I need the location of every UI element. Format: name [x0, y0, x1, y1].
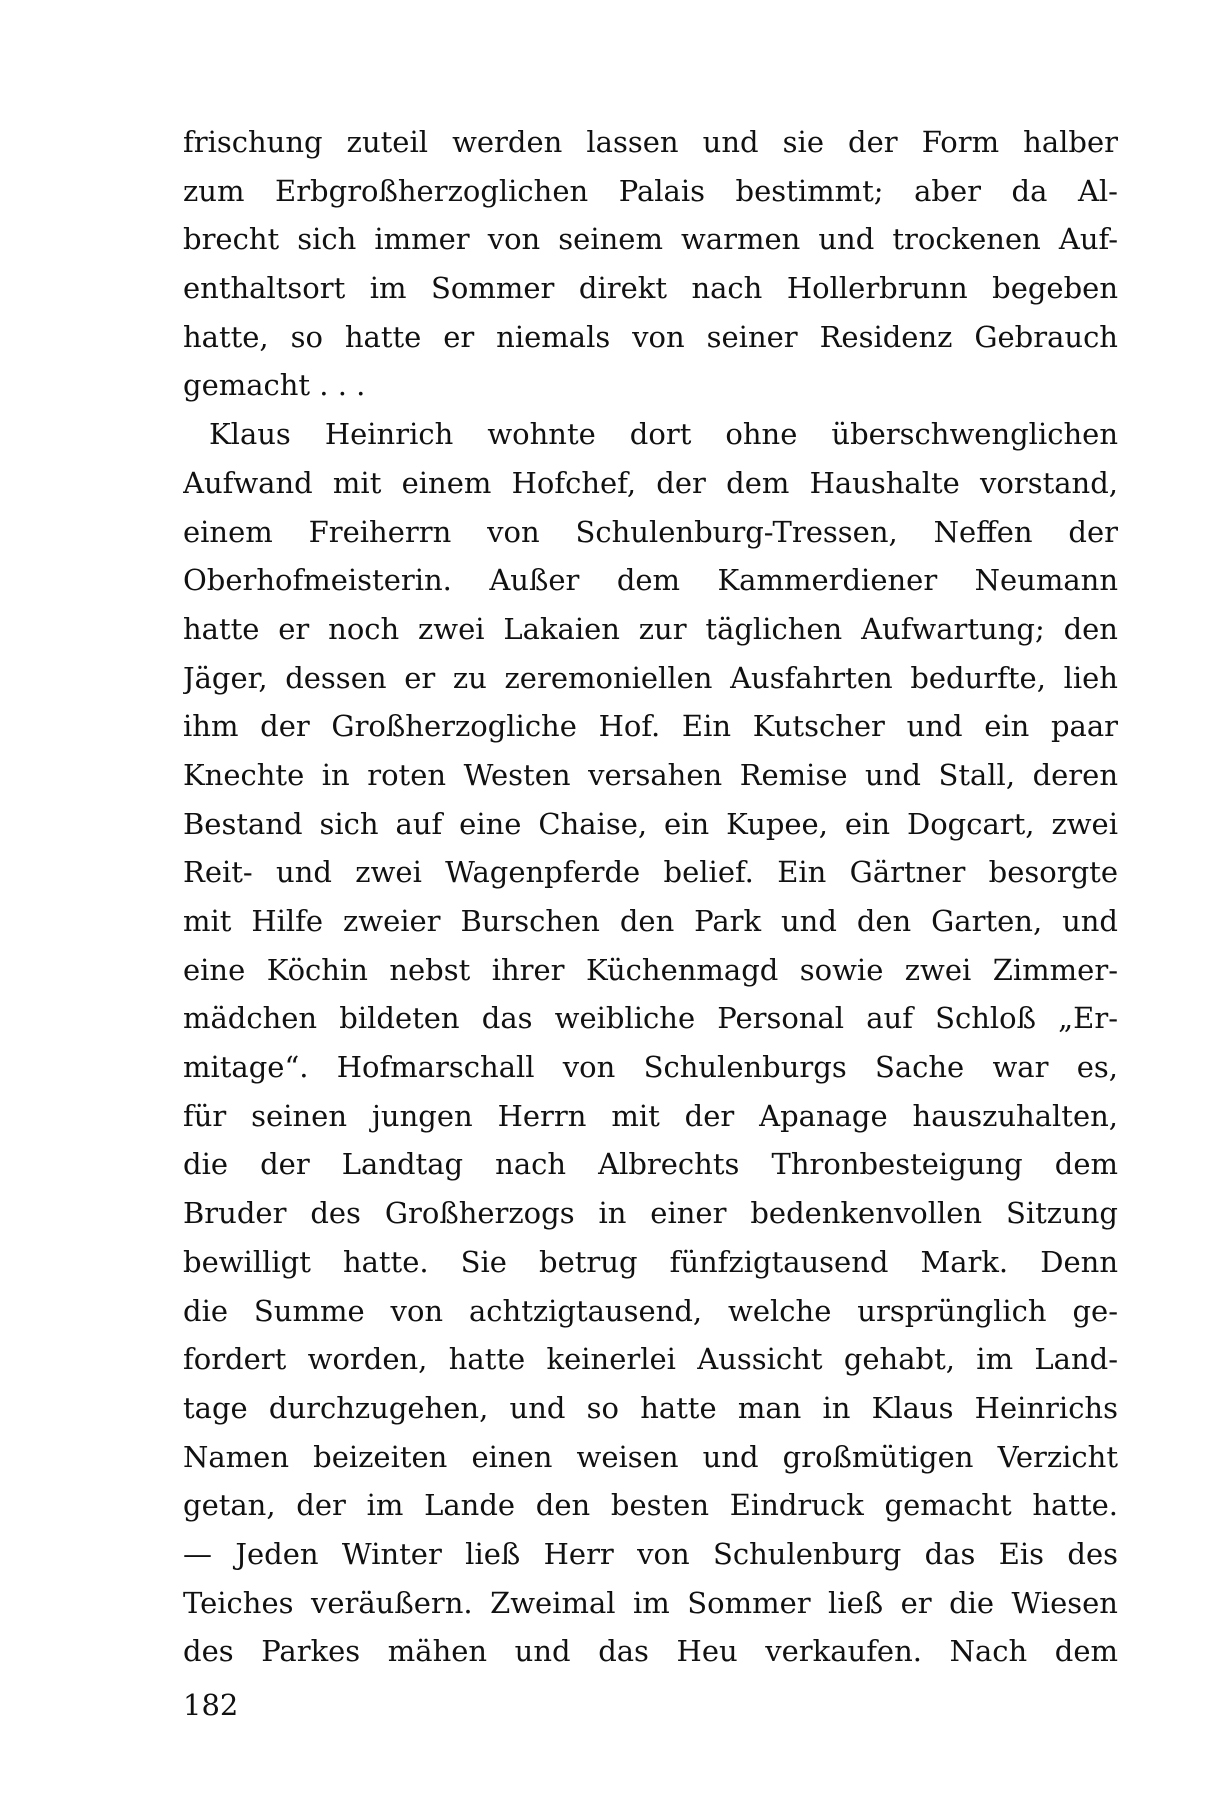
- text-line: fordert worden, hatte keinerlei Aussicht gehabt, im Land-: [183, 1342, 1118, 1377]
- text-line: zum Erbgroßherzoglichen Palais bestimmt; aber da Al-: [183, 173, 1118, 208]
- page-number: 182: [183, 1688, 239, 1722]
- text-line: Bruder des Großherzogs in einer bedenkenvollen Sitzung: [183, 1196, 1118, 1231]
- text-line: Reit- und zwei Wagenpferde belief. Ein Gärtner besorgte: [183, 855, 1118, 890]
- text-line: hatte er noch zwei Lakaien zur täglichen Aufwartung; den: [183, 611, 1118, 646]
- text-line: Klaus Heinrich wohnte dort ohne überschwenglichen: [209, 417, 1118, 452]
- text-line: tage durchzugehen, und so hatte man in Klaus Heinrichs: [183, 1390, 1118, 1425]
- text-line: hatte, so hatte er niemals von seiner Residenz Gebrauch: [183, 319, 1118, 354]
- text-line: mädchen bildeten das weibliche Personal auf Schloß „Er-: [183, 1001, 1118, 1036]
- text-line: Namen beizeiten einen weisen und großmütigen Verzicht: [183, 1439, 1118, 1474]
- text-line: für seinen jungen Herrn mit der Apanage hauszuhalten,: [183, 1098, 1118, 1133]
- text-line: Bestand sich auf eine Chaise, ein Kupee, ein Dogcart, zwei: [183, 806, 1118, 841]
- text-line: bewilligt hatte. Sie betrug fünfzigtausend Mark. Denn: [183, 1244, 1118, 1279]
- text-line: Oberhofmeisterin. Außer dem Kammerdiener Neumann: [183, 563, 1118, 598]
- body-text: [183, 118, 1118, 1676]
- text-line: einem Freiherrn von Schulenburg-Tressen, Neffen der: [183, 514, 1118, 549]
- text-line: mit Hilfe zweier Burschen den Park und den Garten, und: [183, 904, 1118, 938]
- text-line: Knechte in roten Westen versahen Remise und Stall, deren: [183, 757, 1118, 792]
- text-line: enthaltsort im Sommer direkt nach Hollerbrunn begeben: [183, 271, 1118, 306]
- text-line: brecht sich immer von seinem warmen und trockenen Auf-: [183, 222, 1118, 257]
- text-line: des Parkes mähen und das Heu verkaufen. Nach dem: [183, 1634, 1118, 1669]
- text-line: eine Köchin nebst ihrer Küchenmagd sowie zwei Zimmer-: [183, 952, 1118, 987]
- text-line: — Jeden Winter ließ Herr von Schulenburg das Eis des: [183, 1536, 1118, 1571]
- text-line: Teiches veräußern. Zweimal im Sommer ließ er die Wiesen: [183, 1585, 1118, 1620]
- text-line: mitage“. Hofmarschall von Schulenburgs Sache war es,: [183, 1050, 1118, 1085]
- text-line: gemacht . . .: [183, 368, 366, 403]
- text-line: ihm der Großherzogliche Hof. Ein Kutscher und ein paar: [183, 709, 1118, 744]
- text-line: Aufwand mit einem Hofchef, der dem Haushalte vorstand,: [183, 465, 1118, 500]
- text-line: frischung zuteil werden lassen und sie der Form halber: [183, 125, 1118, 159]
- text-line: die Summe von achtzigtausend, welche ursprünglich ge-: [183, 1293, 1118, 1328]
- text-line: getan, der im Lande den besten Eindruck gemacht hatte.: [183, 1488, 1118, 1523]
- text-line: die der Landtag nach Albrechts Thronbesteigung dem: [183, 1147, 1118, 1182]
- text-line: Jäger, dessen er zu zeremoniellen Ausfahrten bedurfte, lieh: [183, 660, 1118, 695]
